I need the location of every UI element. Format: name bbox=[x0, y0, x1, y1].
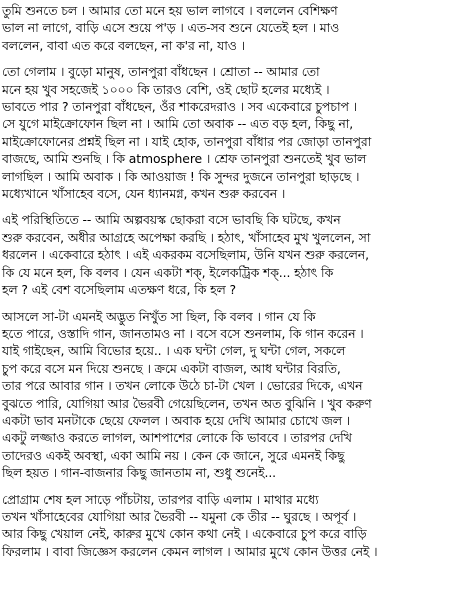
text-line: বললেন, বাবা এত করে বলছেন, না ক'র না, যাও । bbox=[2, 37, 245, 53]
text-line: কি যে মনে হল, কি বলব । যেন একটা শক্‌, ইলেকট্রিক শক্‌... হঠাৎ কি bbox=[2, 264, 334, 280]
text-line: তুমি শুনতে চল । আমার তো মনে হয় ভাল লাগবে । বললেন বেশিক্ষণ bbox=[2, 3, 338, 18]
text-line: ধরলেন । একেবারে হঠাৎ । এই একরকম বসেছিলাম, উনি যখন শুরু করলেন, bbox=[2, 247, 369, 263]
text-line: তার পরে আবার গান । তখন লোকে উঠে চা-টা খেল । ভোরের দিকে, এখন bbox=[2, 378, 363, 394]
paragraph bbox=[2, 2, 452, 54]
text-line: হল ? এই বেশ বসেছিলাম এতক্ষণ ধরে, কি হল ? bbox=[2, 282, 236, 298]
text-line: বুঝতে পারি, যোগিয়া আর ভৈরবী গেয়েছিলেন, তখন অত বুঝিনি । খুব করুণ bbox=[2, 395, 372, 411]
text-line: লাগছিল । আমি অবাক । কি আওয়াজ ! কি সুন্দর দুজনে তানপুরা ছাড়ছে । bbox=[2, 168, 360, 184]
paragraph bbox=[2, 63, 452, 202]
text-line: একটু লজ্জাও করতে লাগল, আশপাশের লোকে কি ভাববে । তারপর দেখি bbox=[2, 430, 352, 446]
text-line: বাজছে, আমি শুনছি । কি atmosphere । শ্রেফ তানপুরা শুনতেই খুব ভাল bbox=[2, 151, 367, 167]
text-line: ছিল হয়ত । গান-বাজনার কিছু জানতাম না, শুধু শুনেই... bbox=[2, 465, 276, 481]
paragraph bbox=[2, 211, 452, 298]
text-line: যাই গাইছেন, আমি বিভোর হয়ে.. । এক ঘন্টা গেল, দু ঘন্টা গেল, সকলে bbox=[2, 343, 346, 359]
text-line: আসলে সা-টা এমনই অদ্ভুত নিখুঁত সা ছিল, কি বলব । গান যে কি bbox=[2, 308, 316, 324]
text-line: এই পরিস্থিতিতে -- আমি অল্পবয়স্ক ছোকরা বসে ভাবছি কি ঘটছে, কখন bbox=[2, 212, 341, 228]
text-line: চুপ করে বসে মন দিয়ে শুনছে । ক্রমে একটা বাজল, আধ ঘন্টার বিরতি, bbox=[2, 360, 341, 376]
paragraph bbox=[2, 308, 452, 482]
text-line: আর কিছু খেয়াল নেই, কারুর মুখে কোন কথা নেই । একেবারে চুপ করে বাড়ি bbox=[2, 526, 367, 542]
text-line: সে যুগে মাইক্রোফোন ছিল না । আমি তো অবাক -- এত বড় হল, কিছু না, bbox=[2, 116, 354, 132]
text-line: তাদেরও একই অবস্থা, একা আমি নয় । কেন কে জানে, সুরে এমনই কিছু bbox=[2, 447, 345, 463]
text-line: শুরু করবেন, অধীর আগ্রহে অপেক্ষা করছি । হঠাৎ, খাঁসাহেব মুখ খুললেন, সা bbox=[2, 229, 371, 245]
text-line: ভাল না লাগে, বাড়ি এসে শুয়ে প'ড় । এত-সব শুনে যেতেই হল । মাও bbox=[2, 20, 340, 36]
text-line: মধ্যেখানে খাঁসাহেব বসে, যেন ধ্যানমগ্ন, কখন শুরু করবেন । bbox=[2, 186, 286, 202]
text-line: মনে হয় খুব সহজেই ১০০০ কি তারও বেশি, ওই ছোট হলের মধ্যেই । bbox=[2, 81, 330, 97]
text-line: ফিরলাম । বাবা জিজ্ঞেস করলেন কেমন লাগল । আমার মুখে কোন উত্তর নেই । bbox=[2, 543, 378, 559]
text-line: প্রোগ্রাম শেষ হল সাড়ে পাঁচটায়, তারপর বাড়ি এলাম । মাথার মধ্যে bbox=[2, 491, 319, 507]
text-line: তো গেলাম । বুড়ো মানুষ, তানপুরা বাঁধছেন । শ্রোতা -- আমার তো bbox=[2, 64, 320, 80]
paragraph bbox=[2, 491, 452, 561]
text-line: একটা ভাব মনটাকে ছেয়ে ফেলল । অবাক হয়ে দেখি আমার চোখে জল । bbox=[2, 412, 351, 428]
text-line: তখন খাঁসাহেবের যোগিয়া আর ভৈরবী -- যমুনা কে তীর -- ঘুরছে । অপূর্ব । bbox=[2, 508, 357, 524]
text-line: মাইক্রোফোনের প্রশ্নই ছিল না । যাই হোক, তানপুরা বাঁধার পর জোড়া তানপুরা bbox=[2, 133, 372, 149]
text-line: ভাবতে পার ? তানপুরা বাঁধছেন, ওঁর শাকরেদরাও । সব একেবারে চুপচাপ । bbox=[2, 99, 357, 115]
text-line: হতে পারে, ওস্তাদি গান, জানতামও না । বসে বসে শুনলাম, কি গান করেন । bbox=[2, 325, 364, 341]
